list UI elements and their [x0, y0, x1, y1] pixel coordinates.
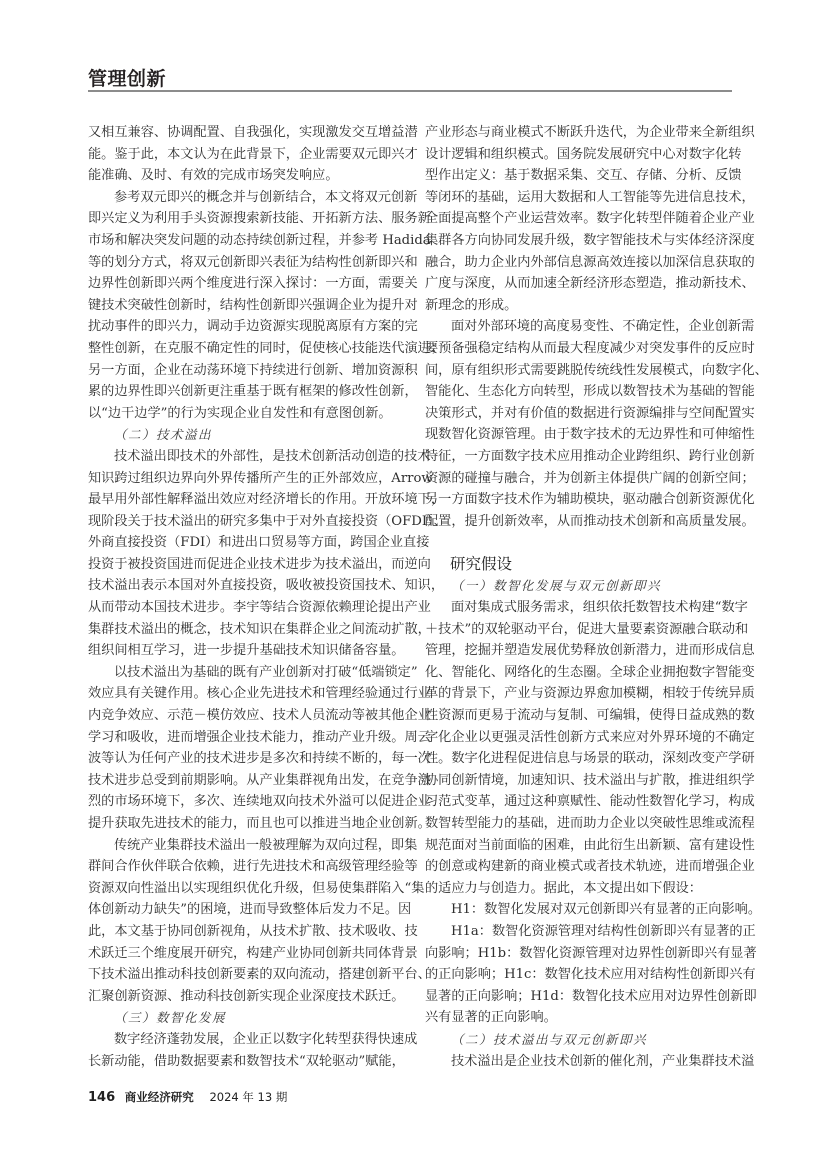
text-line: 从而带动本国技术进步。李宇等结合资源依赖理论提出产业: [88, 600, 431, 616]
text-line: 能准确、及时、有效的完成市场突发响应。: [88, 168, 339, 184]
text-line: 习范式变革，通过这种禀赋性、能动性数智化学习，构成: [425, 794, 755, 810]
text-line: ＋技术”的双轮驱动平台，促进大量要素资源融合联动和: [425, 621, 749, 637]
text-line: 间，原有组织形式需要跳脱传统线性发展模式，向数字化、: [425, 362, 768, 378]
paragraph: [88, 187, 445, 425]
text-line: 能。鉴于此，本文认为在此背景下，企业需要双元即兴才: [88, 146, 418, 162]
text-line: 现阶段关于技术溢出的研究多集中于对外直接投资（OFDI）、: [88, 513, 447, 529]
text-line: 技术溢出是企业技术创新的催化剂，产业集群技术溢: [451, 1053, 755, 1069]
paragraph: [88, 835, 431, 1008]
text-line: 面对外部环境的高度易变性、不确定性，企业创新需: [451, 319, 755, 335]
text-line: 字化企业以更强灵活性创新方式来应对外界环境的不确定: [425, 729, 755, 745]
page-footer: [88, 1089, 287, 1105]
text-line: 传统产业集群技术溢出一般被理解为双向过程，即集: [114, 837, 418, 853]
text-line: 知识跨过组织边界向外界传播所产生的正外部效应，Arrow: [88, 470, 433, 486]
subsection-heading: （二）技术溢出: [114, 427, 213, 443]
text-line: 现数智化资源管理。由于数字技术的无边界性和可伸缩性: [425, 427, 755, 443]
paragraph: [88, 446, 447, 662]
text-line: 技术进步总受到前期影响。从产业集群视角出发，在竞争激: [88, 772, 431, 788]
text-line: 整性创新，在克服不确定性的同时，促使核心技能迭代演进；: [88, 340, 445, 356]
text-line: 的适应力与创造力。据此，本文提出如下假设：: [425, 880, 702, 896]
text-line: 集群各方向协同发展升级，数字智能技术与实体经济深度: [425, 232, 755, 248]
text-line: 设计逻辑和组织模式。国务院发展研究中心对数字化转: [425, 146, 742, 162]
text-line: 的正向影响；H1c：数智化技术应用对结构性创新即兴有: [425, 967, 756, 983]
paragraph: [425, 921, 757, 1029]
text-line: 资源双向性溢出以实现组织优化升级，但易使集群陷入“集: [88, 880, 425, 896]
text-line: 化、智能化、网络化的生态圈。全球企业拥抱数字智能变: [425, 664, 755, 680]
text-line: 集群技术溢出的概念，技术知识在集群企业之间流动扩散，: [88, 621, 431, 637]
text-line: 体创新动力缺失”的困境，进而导致整体后发力不足。因: [88, 902, 412, 918]
text-line: 管理，挖掘并塑造发展优势释放创新潜力，进而形成信息: [425, 643, 755, 659]
text-line: 外商直接投资（FDI）和进出口贸易等方面，跨国企业直接: [88, 535, 430, 551]
section-title: 管理创新: [88, 68, 167, 90]
paragraph: [88, 1029, 418, 1072]
text-line: 效应具有关键作用。核心企业先进技术和管理经验通过行业: [88, 686, 431, 702]
paragraph: [425, 122, 755, 316]
section-heading: 研究假设: [450, 554, 513, 573]
subsection-heading: （一）数智化发展与双元创新即兴: [451, 578, 662, 594]
text-line: 投资于被投资国进而促进企业技术进步为技术溢出，而逆向: [88, 556, 431, 572]
paragraph: [88, 122, 418, 187]
text-line: 另一方面，企业在动荡环境下持续进行创新、增加资源积: [88, 362, 418, 378]
text-line: 广度与深度，从而加速全新经济形态塑造，推动新技术、: [425, 276, 755, 292]
paragraph: [425, 899, 762, 921]
text-line: 长新动能，借助数据要素和数智技术“双轮驱动”赋能，: [88, 1053, 405, 1069]
text-line: 烈的市场环境下，多次、连续地双向技术外溢可以促进企业: [88, 794, 431, 810]
text-line: 最早用外部性解释溢出效应对经济增长的作用。开放环境下，: [88, 492, 445, 508]
right-column: [425, 122, 768, 1072]
text-line: 即兴定义为利用手头资源搜索新技能、开拓新方法、服务新: [88, 211, 431, 227]
text-line: 技术溢出表示本国对外直接投资，吸收被投资国技术、知识，: [88, 578, 445, 594]
spacer: [425, 532, 732, 554]
text-line: 技术溢出即技术的外部性，是技术创新活动创造的技术: [114, 448, 431, 464]
text-line: 的创意或构建新的商业模式或者技术轨迹，进而增强企业: [425, 859, 755, 875]
text-line: 显著的正向影响；H1d：数智化技术应用对边界性创新即: [425, 988, 757, 1004]
journal-name: 商业经济研究: [124, 1090, 194, 1104]
text-line: 资源的碰撞与融合，并为创新主体提供广阔的创新空间；: [425, 470, 755, 486]
text-line: 特征，一方面数字技术应用推动企业跨组织、跨行业创新: [425, 448, 755, 464]
text-line: 协同创新情境，加速知识、技术溢出与扩散，推进组织学: [425, 772, 755, 788]
text-line: 性资源而更易于流动与复制、可编辑，使得日益成熟的数: [425, 708, 755, 724]
text-line: 配置，提升创新效率，从而推动技术创新和高质量发展。: [425, 513, 755, 529]
text-line: 数智转型能力的基础，进而助力企业以突破性思维或流程: [425, 816, 755, 831]
text-line: 兴有显著的正向影响。: [425, 1010, 557, 1026]
text-line: 提升获取先进技术的能力，而且也可以推进当地企业创新。: [88, 816, 431, 831]
page-number: 146: [88, 1090, 116, 1105]
text-line: 面对集成式服务需求，组织依托数智技术构建“数字: [451, 600, 748, 616]
text-line: 要预备强稳定结构从而最大程度减少对突发事件的反应时: [425, 340, 755, 356]
text-line: 学习和吸收，进而增强企业技术能力，推动产业升级。周云: [88, 729, 431, 745]
text-line: 产业形态与商业模式不断跃升迭代，为企业带来全新组织: [425, 125, 755, 140]
text-line: 累的边界性即兴创新更注重基于既有框架的修改性创新，: [88, 384, 418, 400]
header-divider: [88, 90, 732, 92]
text-line: 波等认为任何产业的技术进步是多次和持续不断的，每一次: [88, 751, 431, 767]
paragraph: [88, 662, 431, 835]
text-line: 型作出定义：基于数据采集、交互、存储、分析、反馈: [425, 168, 742, 184]
subsection-heading: （二）技术溢出与双元创新即兴: [451, 1031, 648, 1047]
subsection-heading: （三）数智化发展: [114, 1010, 227, 1026]
text-line: 此，本文基于协同创新视角，从技术扩散、技术吸收、技: [88, 923, 418, 939]
text-line: 智能化、生态化方向转型，形成以数智技术为基础的智能: [425, 384, 755, 400]
text-line: 等的划分方式，将双元创新即兴表征为结构性创新即兴和: [88, 254, 418, 270]
text-line: 参考双元即兴的概念并与创新结合，本文将双元创新: [114, 189, 418, 205]
text-line: 汇聚创新资源、推动科技创新实现企业深度技术跃迁。: [88, 988, 405, 1004]
text-line: H1a：数智化资源管理对结构性创新即兴有显著的正: [451, 923, 756, 939]
text-line: 边界性创新即兴两个维度进行深入探讨：一方面，需要关: [88, 276, 418, 292]
text-line: 扰动事件的即兴力，调动手边资源实现脱离原有方案的完: [88, 319, 418, 335]
text-line: 又相互兼容、协调配置、自我强化，实现激发交互增益潜: [88, 125, 418, 140]
left-column: [88, 122, 447, 1072]
text-line: 融合，助力企业内外部信息源高效连接以加深信息获取的: [425, 254, 755, 270]
text-line: 性。数字化进程促进信息与场景的联动，深刻改变产学研: [425, 751, 755, 767]
paragraph: [425, 1051, 755, 1073]
text-line: 市场和解决突发问题的动态持续创新过程，并参考 Hadida: [88, 232, 431, 248]
paragraph: [425, 597, 755, 899]
text-line: 等闭环的基础，运用大数据和人工智能等先进信息技术，: [425, 189, 755, 205]
text-line: 键技术突破性创新时，结构性创新即兴强调企业为提升对: [88, 297, 418, 313]
text-line: 另一方面数字技术作为辅助模块，驱动融合创新资源优化: [425, 492, 755, 508]
text-line: H1：数智化发展对双元创新即兴有显著的正向影响。: [451, 902, 762, 918]
text-line: 以“边干边学”的行为实现企业自发性和有意图创新。: [88, 405, 392, 421]
text-line: 革的背景下，产业与资源边界愈加模糊，相较于传统异质: [425, 686, 755, 702]
text-line: 组织间相互学习，进一步提升基础技术知识储备容量。: [88, 643, 405, 659]
text-line: 内竞争效应、示范－模仿效应、技术人员流动等被其他企业: [88, 708, 431, 724]
text-line: 以技术溢出为基础的既有产业创新对打破“低端锁定”: [114, 664, 418, 680]
text-line: 规范面对当前面临的困难，由此衍生出新颖、富有建设性: [425, 837, 755, 853]
text-line: 群间合作伙伴联合依赖，进行先进技术和高级管理经验等: [88, 859, 418, 875]
issue-label: 2024 年 13 期: [209, 1090, 288, 1104]
text-line: 全面提高整个产业运营效率。数字化转型伴随着企业产业: [425, 211, 755, 227]
text-line: 向影响；H1b：数智化资源管理对边界性创新即兴有显著: [425, 945, 757, 961]
text-line: 数字经济蓬勃发展，企业正以数字化转型获得快速成: [114, 1031, 418, 1047]
paragraph: [425, 316, 768, 532]
text-line: 新理念的形成。: [425, 297, 518, 313]
text-line: 术跃迁三个维度展开研究，构建产业协同创新共同体背景: [88, 945, 418, 961]
text-line: 下技术溢出推动科技创新要素的双向流动，搭建创新平台、: [88, 967, 431, 983]
text-line: 决策形式，并对有价值的数据进行资源编排与空间配置实: [425, 405, 755, 421]
